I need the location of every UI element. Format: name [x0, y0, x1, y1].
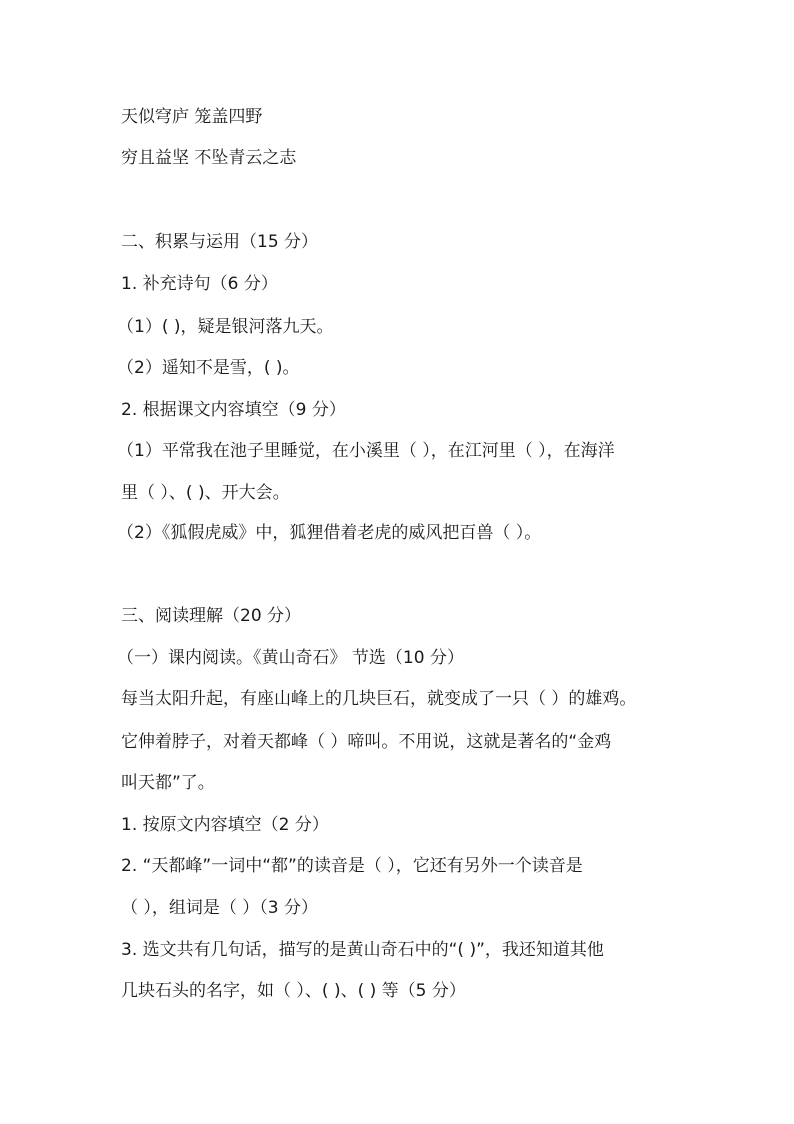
question-item-1-2: （2）遥知不是雪，( )。 — [117, 358, 300, 378]
reading-subheading: （一）课内阅读。《黄山奇石》 节选（10 分） — [117, 648, 464, 668]
passage-line-1: 每当太阳升起，有座山峰上的几块巨石，就变成了一只（ ）的雄鸡。 — [121, 689, 637, 709]
poem-line-2: 穷且益坚 不坠青云之志 — [121, 148, 297, 168]
question-item-1-1: （1）( )，疑是银河落九天。 — [117, 317, 334, 337]
reading-question-3-cont: 几块石头的名字，如（ ）、( )、( ) 等（5 分） — [121, 981, 466, 1001]
question-heading-2: 2. 根据课文内容填空（9 分） — [121, 400, 346, 420]
reading-question-1: 1. 按原文内容填空（2 分） — [121, 815, 329, 835]
question-item-2-1-cont: 里（ ）、( )、开大会。 — [121, 483, 290, 503]
section-heading-2: 二、积累与运用（15 分） — [121, 232, 319, 252]
question-item-2-1: （1）平常我在池子里睡觉，在小溪里（ ），在江河里（ ），在海洋 — [117, 441, 615, 461]
reading-question-3: 3. 选文共有几句话，描写的是黄山奇石中的“( )”，我还知道其他 — [121, 940, 604, 960]
passage-line-2: 它伸着脖子，对着天都峰（ ）啼叫。不用说，这就是著名的“金鸡 — [121, 732, 612, 752]
section-heading-3: 三、阅读理解（20 分） — [121, 606, 302, 626]
passage-line-3: 叫天都”了。 — [121, 773, 215, 793]
poem-line-1: 天似穹庐 笼盖四野 — [121, 107, 263, 127]
reading-question-2: 2. “天都峰”一词中“都”的读音是（ ），它还有另外一个读音是 — [121, 856, 583, 876]
question-item-2-2: （2）《狐假虎威》中，狐狸借着老虎的威风把百兽（ ）。 — [117, 523, 542, 543]
reading-question-2-cont: （ ），组词是（ ）（3 分） — [121, 898, 319, 918]
question-heading-1: 1. 补充诗句（6 分） — [121, 274, 278, 294]
